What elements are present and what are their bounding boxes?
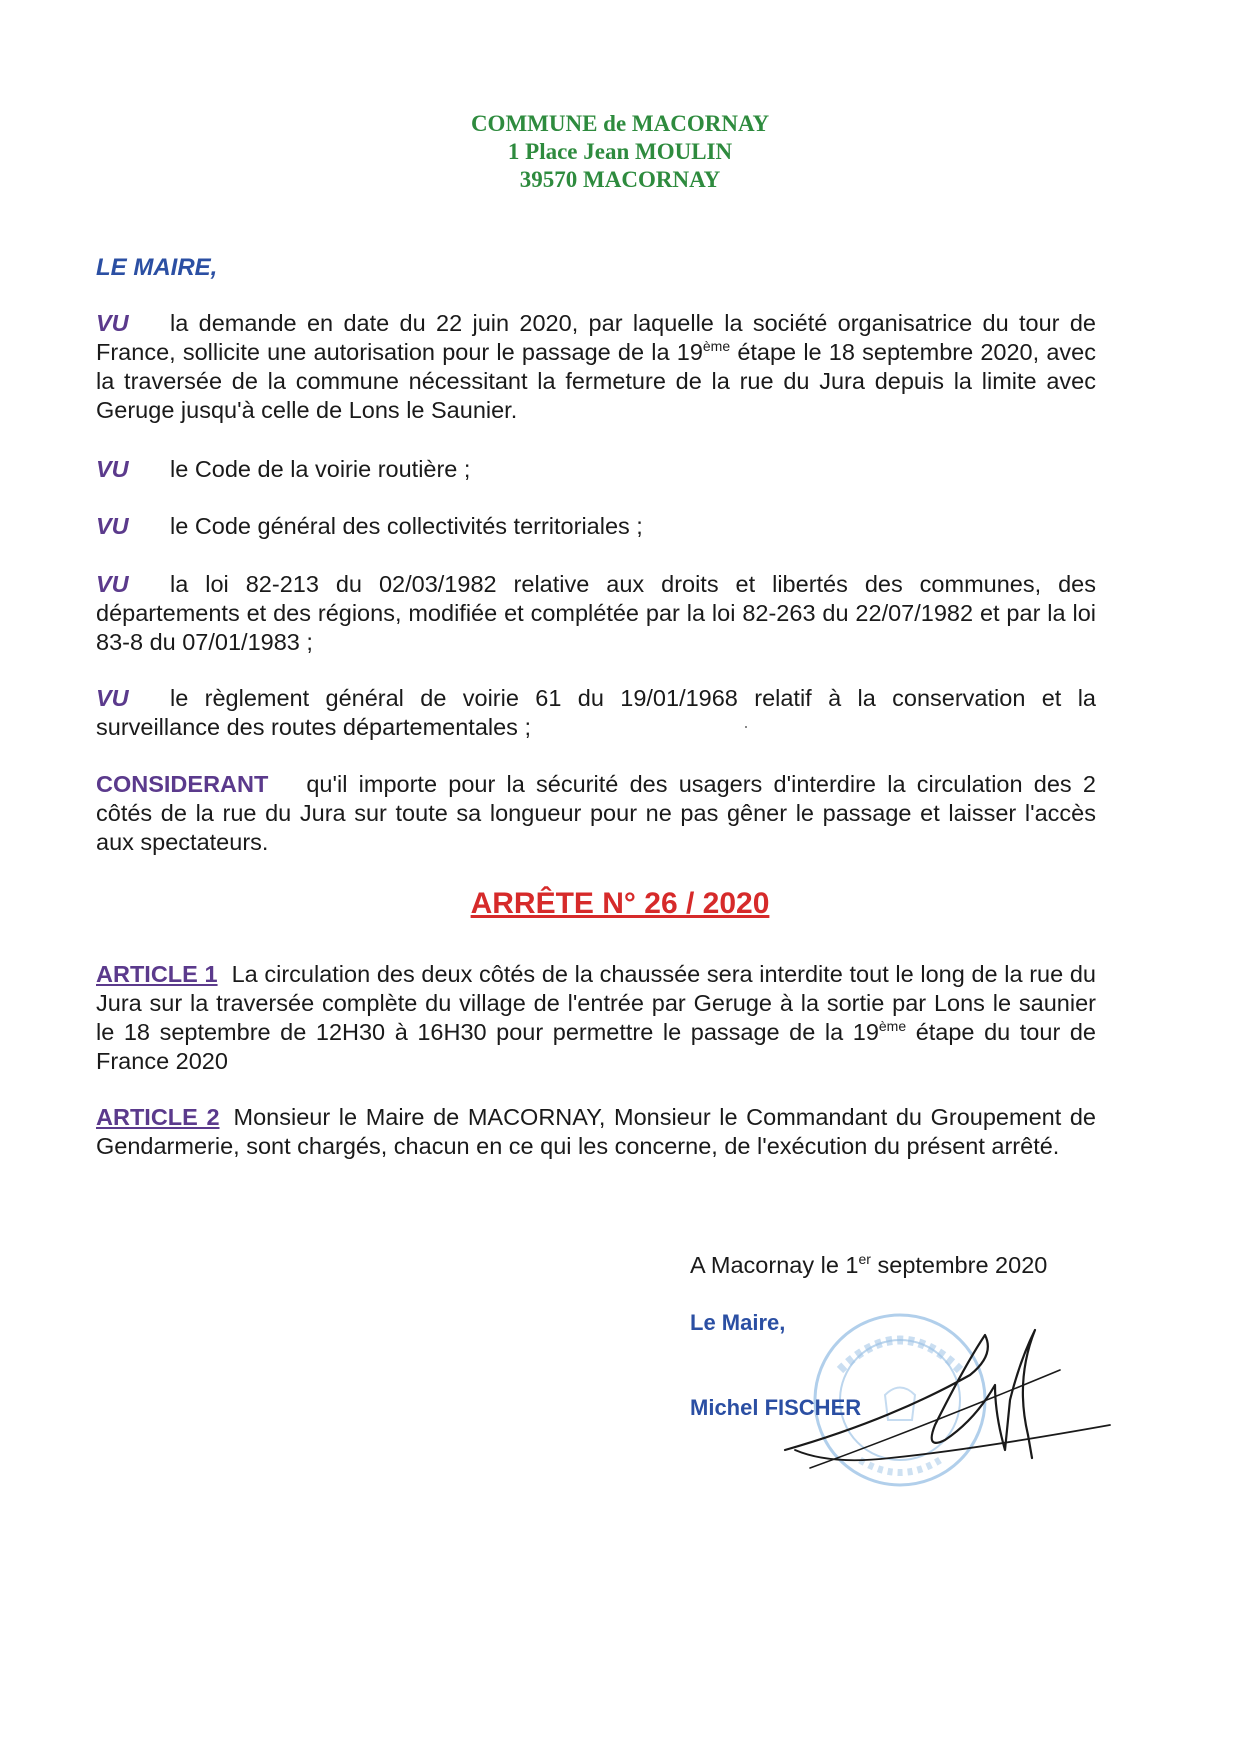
- signature-title: Le Maire,: [690, 1310, 786, 1335]
- vu-label: VU: [96, 310, 129, 336]
- vu-label: VU: [96, 685, 129, 711]
- considerant-paragraph: [96, 770, 1096, 857]
- considerant-text: qu'il importe pour la sécurité des usagers d'interdire la circulation des 2 côtés de la rue du Jura sur toute sa longueur pour ne pas gêner le passage et laisser l'accès aux spectateurs.: [96, 771, 1096, 855]
- article-2: [96, 1103, 1096, 1161]
- considerant-label: CONSIDERANT: [96, 771, 269, 797]
- vu-label: VU: [96, 513, 129, 539]
- vu-paragraph-3: [96, 512, 1096, 541]
- article-1-text-part1: La circulation des deux côtés de la chaussée sera interdite tout le long de la rue du Jura sur la traversée complète du village de l'entrée par Geruge à la sortie par Lons le saunier le 18 septembre de 12H30 à 16H30 pour permettre le passage de la 19: [96, 961, 1096, 1045]
- article-1-label: ARTICLE 1: [96, 961, 218, 987]
- article-2-label: ARTICLE 2: [96, 1104, 220, 1130]
- vu5-text: le règlement général de voirie 61 du 19/01/1968 relatif à la conservation et la surveillance des routes départementales ;: [96, 685, 1096, 740]
- article-2-text: Monsieur le Maire de MACORNAY, Monsieur le Commandant du Groupement de Gendarmerie, sont chargés, chacun en ce qui les concerne, de l'exécution du présent arrêté.: [96, 1104, 1096, 1159]
- vu-paragraph-5: [96, 684, 1096, 742]
- signature-name: Michel FISCHER: [690, 1395, 862, 1420]
- vu-paragraph-1: [96, 309, 1096, 425]
- vu1-text-part2: étape le 18 septembre 2020, avec la traversée de la commune nécessitant la fermeture de la rue du Jura depuis la limite avec Geruge jusqu'à celle de Lons le Saunier.: [96, 339, 1096, 423]
- handwritten-signature-icon: [770, 1300, 1130, 1500]
- vu-label: VU: [96, 456, 129, 482]
- vu1-text-part1: la demande en date du 22 juin 2020, par laquelle la société organisatrice du tour de France, sollicite une autorisation pour le passage de la 19: [96, 310, 1096, 365]
- article-1: [96, 960, 1096, 1076]
- vu-paragraph-4: [96, 570, 1096, 657]
- vu4-text: la loi 82-213 du 02/03/1982 relative aux droits et libertés des communes, des départements et des régions, modifiée et complétée par la loi 82-263 du 22/07/1982 et par la loi 83-8 du 07/01/1983 ;: [96, 571, 1096, 655]
- vu2-text: le Code de la voirie routière ;: [170, 456, 471, 482]
- vu-label: VU: [96, 571, 129, 597]
- arrete-title: ARRÊTE N° 26 / 2020: [470, 887, 770, 920]
- commune-header: [0, 110, 1240, 194]
- date-line: [690, 1252, 1047, 1279]
- date-part2: septembre 2020: [870, 1252, 1048, 1278]
- commune-postal: 39570 MACORNAY: [519, 167, 721, 192]
- le-maire-heading: LE MAIRE,: [96, 254, 218, 281]
- article-1-sup: ème: [878, 1018, 907, 1035]
- date-sup: er: [858, 1251, 871, 1268]
- date-part1: A Macornay le 1: [690, 1252, 859, 1278]
- scan-speck: [745, 726, 747, 728]
- commune-name: COMMUNE de MACORNAY: [470, 111, 770, 136]
- vu1-sup: ème: [702, 338, 731, 355]
- vu3-text: le Code général des collectivités territoriales ;: [170, 513, 643, 539]
- article-1-text-part2: étape du tour de France 2020: [96, 1019, 1096, 1074]
- vu-paragraph-2: [96, 455, 1096, 484]
- commune-address: 1 Place Jean MOULIN: [507, 139, 733, 164]
